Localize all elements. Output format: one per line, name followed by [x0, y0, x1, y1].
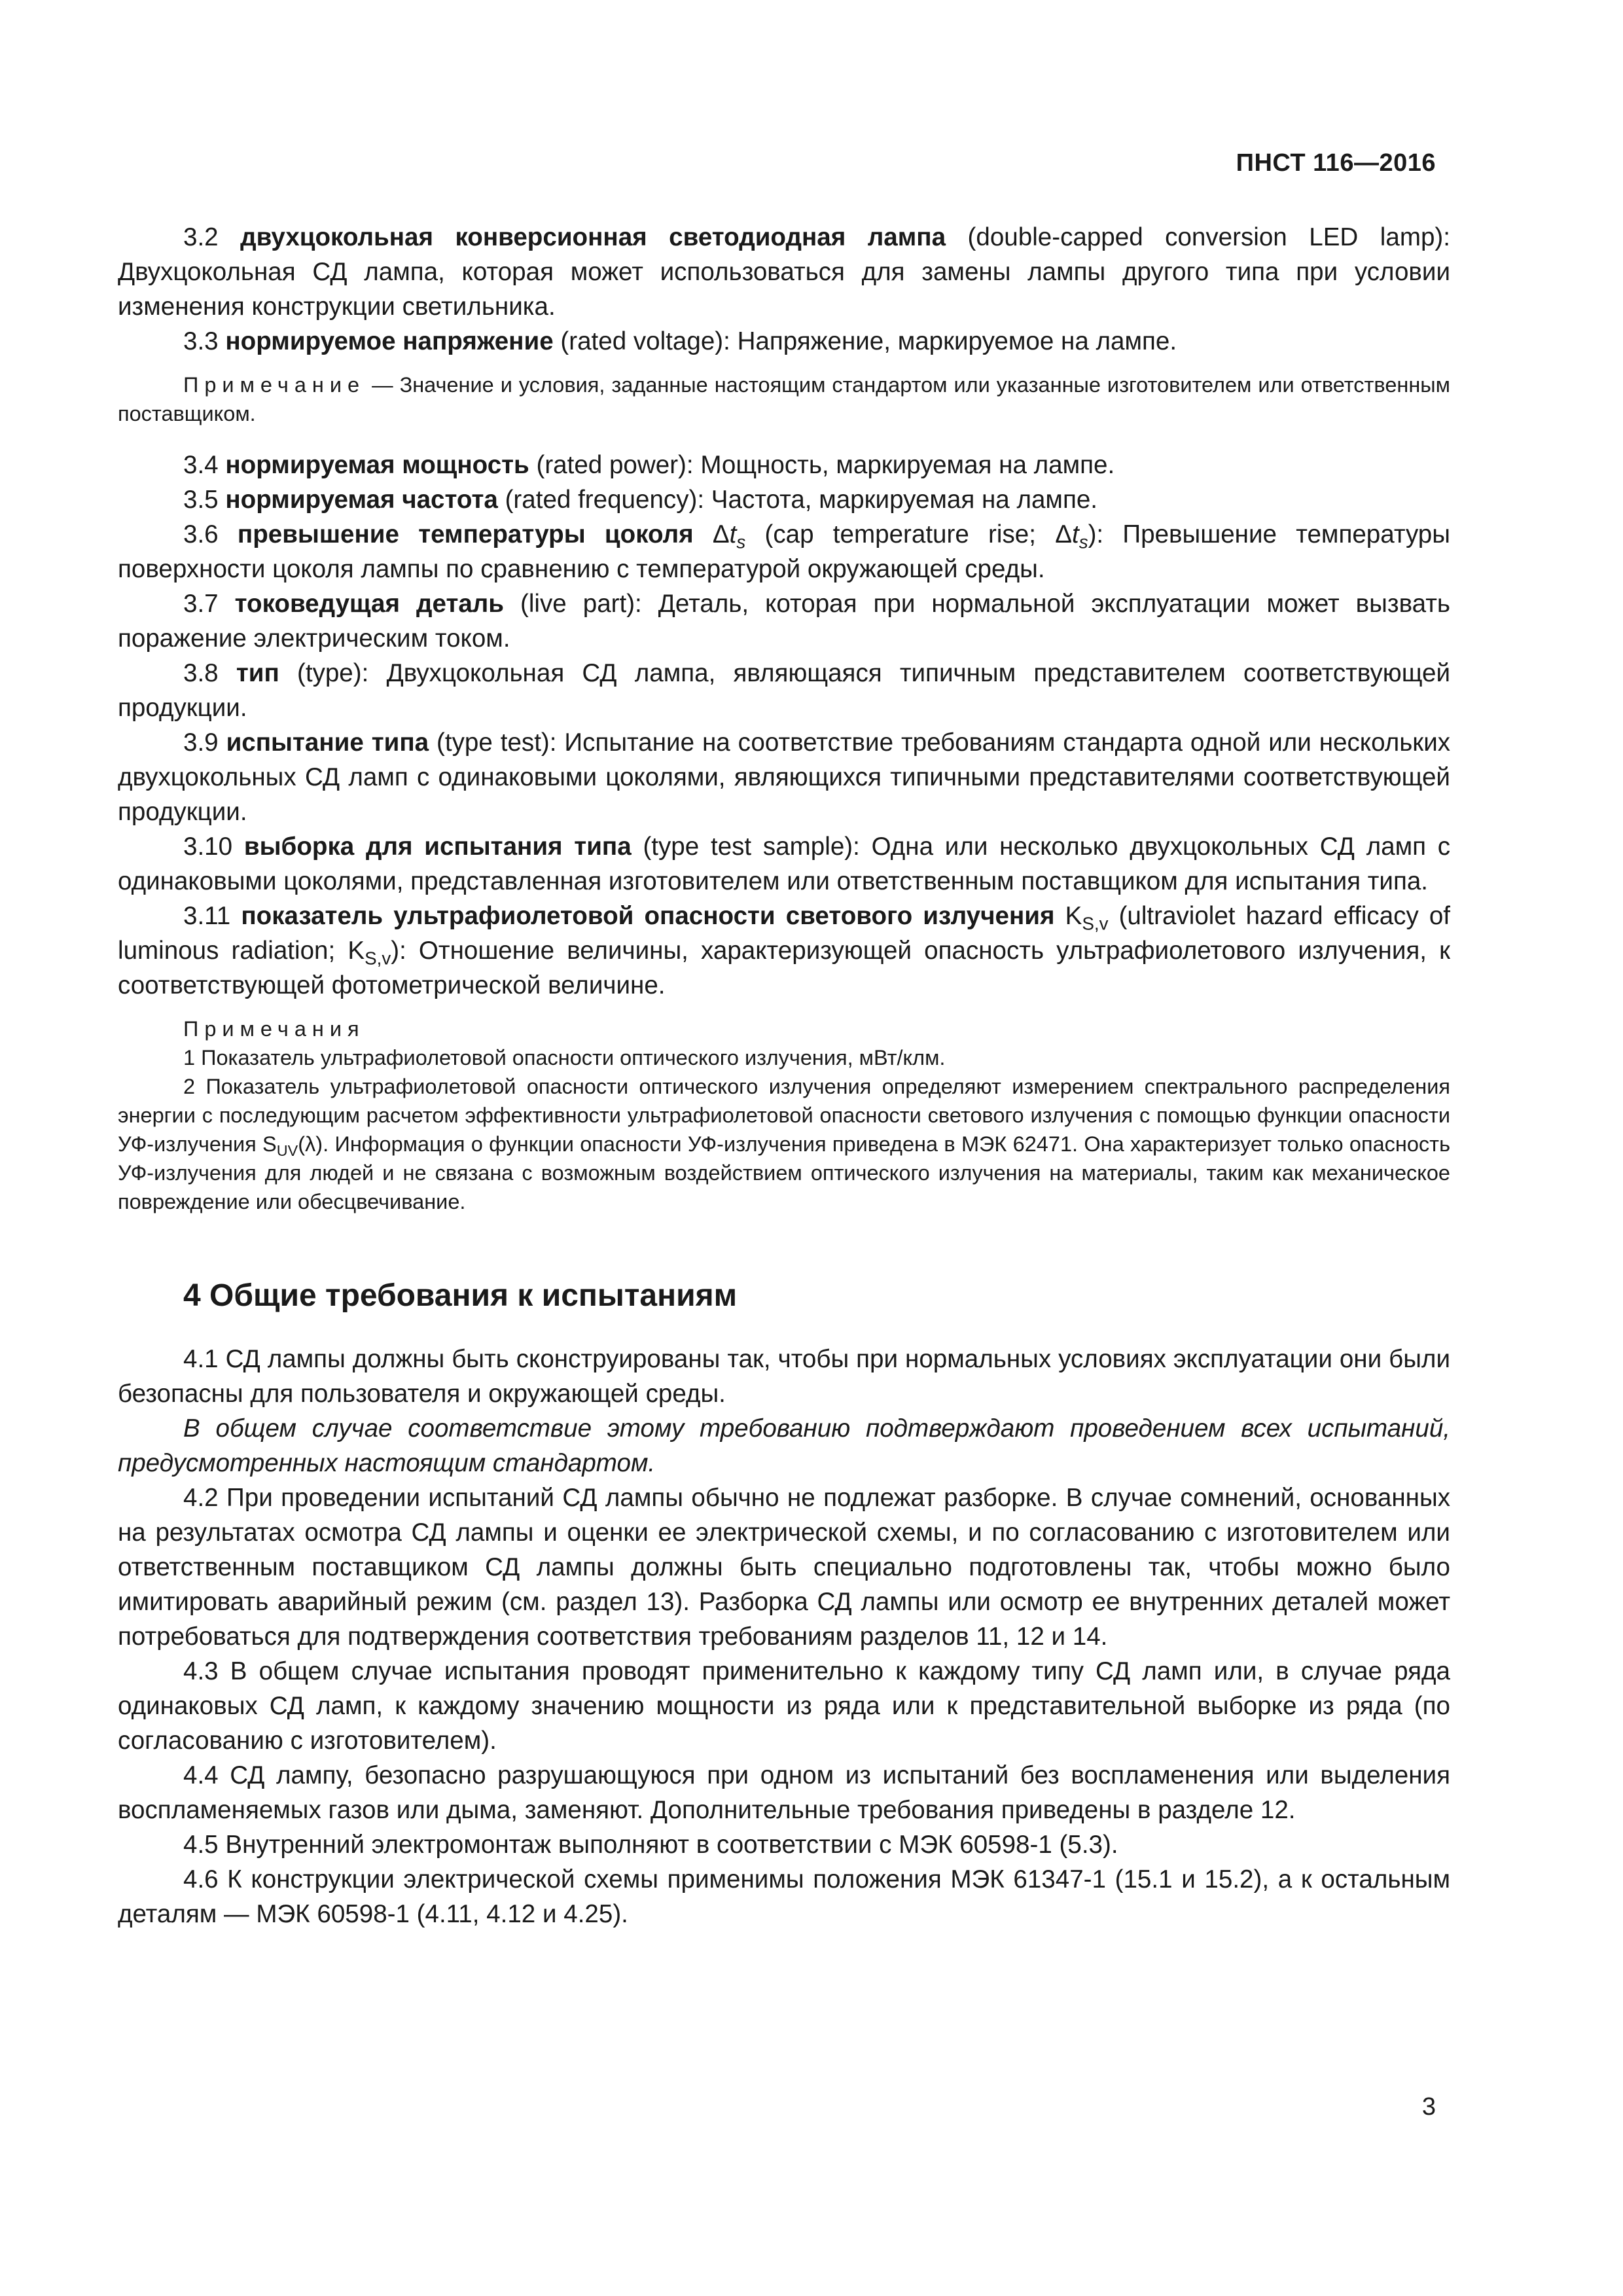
term-number: 3.7: [183, 590, 219, 618]
term-number: 3.4: [183, 451, 219, 479]
term-3-6: [118, 517, 1450, 586]
section-heading: 4 Общие требования к испытаниям: [183, 1278, 738, 1313]
term-english: (cap temperature rise; $\Delta t_s$):: [764, 520, 1104, 552]
term-title: нормируемая частота: [225, 486, 498, 514]
notes-label: Примечания: [183, 1017, 365, 1041]
term-title: показатель ультрафиолетовой опасности светового излучения: [241, 902, 1055, 930]
term-title: нормируемое напряжение: [225, 327, 554, 355]
term-number: 3.10: [183, 833, 233, 861]
term-title: двухцокольная конверсионная светодиодная лампа: [240, 223, 946, 251]
term-number: 3.8: [183, 659, 219, 687]
paragraph-4-6: 4.6 К конструкции электрической схемы применимы положения МЭК 61347-1 (15.1 и 15.2), а к остальным деталям — МЭК 60598-1 (4.11, 4.12 и 4.25).: [118, 1865, 1450, 1928]
term-definition: Превышение температуры поверхности цоколя лампы по сравнению с температурой окружающей среды.: [118, 520, 1450, 583]
term-3-2: [118, 220, 1450, 324]
term-number: 3.5: [183, 486, 219, 514]
term-symbol: $K_{S,v}$: [1065, 902, 1109, 934]
term-3-10: [118, 829, 1450, 899]
term-title: превышение температуры цоколя: [237, 520, 694, 548]
term-3-9: [118, 725, 1450, 829]
term-definition: Напряжение, маркируемое на лампе.: [737, 327, 1177, 355]
note-3-3: [118, 370, 1450, 428]
term-3-7: [118, 586, 1450, 656]
term-english: (rated power):: [536, 451, 694, 479]
note-2: 2 Показатель ультрафиолетовой опасности оптического излучения определяют измерением спектрального распределения энергии с последующим расчетом эффективности ультрафиолетовой опасности светового излучения с помощью функции опасности УФ-излучения $S_{UV}(\lambda)$. Информация о функции опасности УФ-излучения приведена в МЭК 62471. Она характеризует только опасность УФ-излучения для людей и не связана с возможным воздействием оптического излучения на материалы, таким как механическое повреждение или обесцвечивание.: [118, 1075, 1450, 1213]
term-definition: Деталь, которая при нормальной эксплуатации может вызвать поражение электрическим током.: [118, 590, 1451, 653]
term-english: (type):: [297, 659, 369, 687]
term-english: (live part):: [520, 590, 642, 618]
term-english: (double-capped conversion LED lamp):: [967, 223, 1450, 251]
term-3-3: [118, 324, 1450, 359]
term-3-4: [118, 448, 1450, 482]
term-english: (rated frequency):: [505, 486, 705, 514]
term-english: (type test):: [437, 728, 557, 757]
note-text: — Значение и условия, заданные настоящим стандартом или указанные изготовителем или ответственным поставщиком.: [118, 373, 1450, 425]
term-3-5: [118, 482, 1450, 517]
page-content: [118, 220, 1450, 1931]
term-number: 3.9: [183, 728, 219, 757]
term-3-8: [118, 656, 1450, 725]
paragraph-4-5: 4.5 Внутренний электромонтаж выполняют в соответствии с МЭК 60598-1 (5.3).: [183, 1831, 1118, 1859]
paragraph-4-3: 4.3 В общем случае испытания проводят применительно к каждому типу СД ламп или, в случае ряда одинаковых СД ламп, к каждому значению мощности из ряда или к представительной выборке из ряда (по согласованию с изготовителем).: [118, 1657, 1450, 1755]
document-id: ПНСТ 116—2016: [1236, 149, 1436, 177]
paragraph-4-1-italic: В общем случае соответствие этому требованию подтверждают проведением всех испытаний, предусмотренных настоящим стандартом.: [118, 1414, 1450, 1477]
term-title: токоведущая деталь: [234, 590, 505, 618]
term-3-11: [118, 899, 1450, 1003]
term-english: (type test sample):: [643, 833, 860, 861]
page-number: 3: [1421, 2093, 1436, 2121]
note-1: 1 Показатель ультрафиолетовой опасности оптического излучения, мВт/клм.: [183, 1046, 946, 1069]
note-label: Примечание: [183, 373, 366, 397]
paragraph-4-2: 4.2 При проведении испытаний СД лампы обычно не подлежат разборке. В случае сомнений, основанных на результатах осмотра СД лампы и оценки ее электрической схемы, и по согласованию с изготовителем или ответственным поставщиком СД лампы должны быть специально подготовлены так, чтобы можно было имитировать аварийный режим (см. раздел 13). Разборка СД лампы или осмотр ее внутренних деталей может потребоваться для подтверждения соответствия требованиям разделов 11, 12 и 14.: [118, 1484, 1450, 1651]
term-symbol: $\Delta t_s$: [712, 520, 746, 552]
term-number: 3.6: [183, 520, 219, 548]
term-definition: Двухцокольная СД лампа, являющаяся типичным представителем соответствующей продукции.: [118, 659, 1451, 722]
term-definition: Испытание на соответствие требованиям стандарта одной или нескольких двухцокольных СД ламп с одинаковыми цоколями, являющихся типичными представителями соответствующей продукции.: [118, 728, 1451, 826]
term-title: испытание типа: [226, 728, 429, 757]
term-definition: Мощность, маркируемая на лампе.: [700, 451, 1115, 479]
term-definition: Частота, маркируемая на лампе.: [711, 486, 1098, 514]
paragraph-4-4: 4.4 СД лампу, безопасно разрушающуюся при одном из испытаний без воспламенения или выделения воспламеняемых газов или дыма, заменяют. Дополнительные требования приведены в разделе 12.: [118, 1761, 1450, 1824]
term-number: 3.3: [183, 327, 219, 355]
term-title: тип: [236, 659, 279, 687]
term-definition: Одна или несколько двухцокольных СД ламп с одинаковыми цоколями, представленная изготовителем или ответственным поставщиком для испытания типа.: [118, 833, 1451, 895]
term-number: 3.2: [183, 223, 219, 251]
term-english: (ultraviolet hazard efficacy of luminous radiation; $K_{S,v}$):: [118, 902, 1450, 969]
term-english: (rated voltage):: [560, 327, 730, 355]
paragraph-4-1: 4.1 СД лампы должны быть сконструированы так, чтобы при нормальных условиях эксплуатации они были безопасны для пользователя и окружающей среды.: [118, 1345, 1450, 1408]
term-number: 3.11: [183, 902, 231, 930]
term-title: выборка для испытания типа: [243, 833, 632, 861]
term-definition: Двухцокольная СД лампа, которая может использоваться для замены лампы другого типа при условии изменения конструкции светильника.: [118, 258, 1450, 321]
term-definition: Отношение величины, характеризующей опасность ультрафиолетового излучения, к соответствующей фотометрической величине.: [118, 937, 1450, 999]
term-title: нормируемая мощность: [225, 451, 529, 479]
